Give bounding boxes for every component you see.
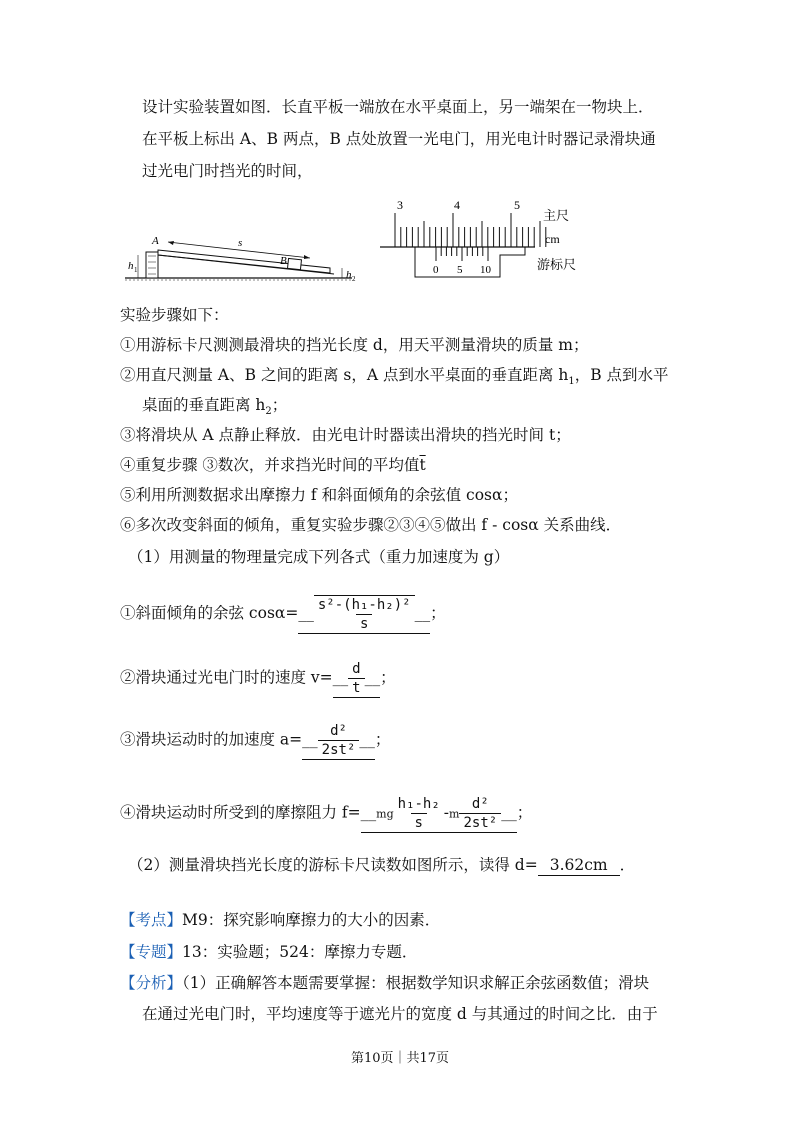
- a1-prefix: ①斜面倾角的余弦 cosα=: [120, 604, 299, 622]
- step-2b-tail: ；: [271, 396, 288, 414]
- a1-fraction: [314, 595, 415, 633]
- a4-m: m: [449, 807, 460, 821]
- a1-numerator: s²-(h₁-h₂)²: [314, 595, 415, 614]
- a2-tail: ；: [380, 668, 396, 687]
- step-1: ①用游标卡尺测测最滑块的挡光长度 d，用天平测量滑块的质量 m；: [120, 336, 589, 354]
- a4-denominator-1: s: [411, 813, 427, 832]
- step-2b-text: 桌面的垂直距离 h: [142, 396, 266, 414]
- zhuanti-line: [120, 942, 417, 962]
- label-s: s: [238, 237, 243, 249]
- fenxi-tag: 【分析】: [120, 974, 183, 992]
- a3-prefix: ③滑块运动时的加速度 a=: [120, 730, 303, 749]
- q1-heading: （1）用测量的物理量完成下列各式（重力加速度为 g）: [128, 548, 510, 566]
- q1-answer-1: [120, 595, 446, 634]
- vernier-tick-5: 5: [457, 264, 463, 276]
- h2-subscript: 2: [265, 406, 272, 418]
- vernier-caliper-diagram: [375, 195, 595, 287]
- intro-line-2: 在平板上标出 A、B 两点，B 点处放置一光电门，用光电计时器记录滑块通: [142, 130, 656, 148]
- vernier-tick-0: 0: [433, 264, 439, 276]
- unit-label: cm: [545, 232, 560, 246]
- step-2-tail: ，B 点到水平: [574, 366, 669, 384]
- a1-denominator: s: [356, 614, 372, 633]
- label-b: B: [280, 255, 287, 267]
- intro-line-3: 过光电门时挡光的时间，: [142, 162, 313, 180]
- a2-prefix: ②滑块通过光电门时的速度 v=: [120, 668, 333, 687]
- q1-answer-3: [120, 722, 390, 760]
- a3-tail: ；: [374, 730, 391, 749]
- incline-diagram: [120, 222, 370, 288]
- steps-heading: 实验步骤如下：: [120, 306, 229, 324]
- a4-numerator-2: d²: [471, 796, 489, 812]
- q2-tail: ．: [619, 856, 636, 874]
- mean-t-symbol: $\overline{t}$: [419, 456, 426, 474]
- a2-numerator: d: [352, 661, 361, 677]
- q1-answer-4: [120, 795, 532, 833]
- label-h2: h: [346, 269, 352, 281]
- step-2-line-1: [120, 365, 669, 392]
- a2-fraction: [348, 660, 364, 697]
- main-tick-5: 5: [514, 198, 520, 212]
- a4-fraction-2: [459, 795, 501, 832]
- label-a: A: [152, 235, 159, 247]
- a4-numerator-1: h₁-h₂: [397, 796, 440, 812]
- kaodian-tag: 【考点】: [120, 911, 183, 929]
- h1-subscript: 1: [568, 376, 575, 388]
- kaodian-text: M9：探究影响摩擦力的大小的因素．: [182, 911, 441, 929]
- a4-prefix: ④滑块运动时所受到的摩擦阻力 f=: [120, 803, 361, 822]
- a4-denominator-2: 2st²: [459, 813, 501, 832]
- a1-blank: __ $\frac{\text{s²-(h₁-h₂)²}}{s}$ __: [298, 597, 431, 632]
- main-tick-3: 3: [397, 198, 403, 212]
- page-footer: 第10页｜共17页: [350, 1051, 450, 1066]
- fenxi-line-2: 在通过光电门时，平均速度等于遮光片的宽度 d 与其通过的时间之比．由于: [142, 1005, 658, 1023]
- label-h1-sub: 1: [134, 266, 138, 274]
- step-4-text: ④重复步骤 ③数次，并求挡光时间的平均值: [120, 456, 420, 474]
- kaodian-line: [120, 910, 440, 930]
- main-tick-4: 4: [454, 198, 460, 212]
- a3-denominator: 2st²: [318, 740, 360, 759]
- main-scale-label: 主尺: [543, 208, 570, 223]
- q2-prefix: （2）测量滑块挡光长度的游标卡尺读数如图所示，读得 d=: [128, 856, 538, 874]
- a4-mg: mg: [376, 807, 394, 821]
- q1-answer-2: [120, 660, 396, 698]
- fenxi-line-1: [120, 973, 649, 993]
- step-2-line-2: [142, 395, 287, 422]
- label-h1: h: [128, 260, 134, 272]
- step-6: ⑥多次改变斜面的倾角，重复实验步骤②③④⑤做出 f - cosα 关系曲线．: [120, 516, 622, 534]
- a2-denominator: t: [348, 678, 364, 697]
- a2-blank: __ $\frac{d}{t}$ __: [332, 661, 381, 696]
- intro-line-1: 设计实验装置如图．长直平板一端放在水平桌面上，另一端架在一物块上．: [142, 98, 654, 116]
- vernier-tick-10: 10: [480, 264, 491, 276]
- step-2-text: ②用直尺测量 A、B 之间的距离 s，A 点到水平桌面的垂直距离 h: [120, 366, 569, 384]
- step-3: ③将滑块从 A 点静止释放．由光电计时器读出滑块的挡光时间 t；: [120, 426, 571, 444]
- a3-fraction: [318, 722, 360, 759]
- label-h2-sub: 2: [352, 275, 356, 283]
- q2-answer: 3.62cm: [538, 855, 620, 876]
- step-4: [120, 455, 426, 475]
- fenxi-text-1: （1）正确解答本题需要掌握：根据数学知识求解正余弦函数值；滑块: [182, 974, 650, 992]
- a4-blank: __mg $\frac{\text{h₁-h₂}}{s}$ -m $\frac{\text{d²}}{\text{2st²}}$ __: [360, 796, 517, 831]
- a3-blank: __ $\frac{\text{d²}}{\text{2st²}}$ __: [302, 723, 375, 758]
- a3-numerator: d²: [330, 723, 347, 739]
- zhuanti-tag: 【专题】: [120, 943, 183, 961]
- zhuanti-text: 13：实验题；524：摩擦力专题．: [182, 943, 418, 961]
- a4-fraction-1: [394, 795, 444, 832]
- q2-line: [128, 855, 635, 876]
- a4-tail: ；: [516, 803, 533, 822]
- step-5: ⑤利用所测数据求出摩擦力 f 和斜面倾角的余弦值 cosα；: [120, 486, 518, 504]
- vernier-scale-label: 游标尺: [537, 257, 577, 272]
- a1-tail: ；: [430, 604, 446, 622]
